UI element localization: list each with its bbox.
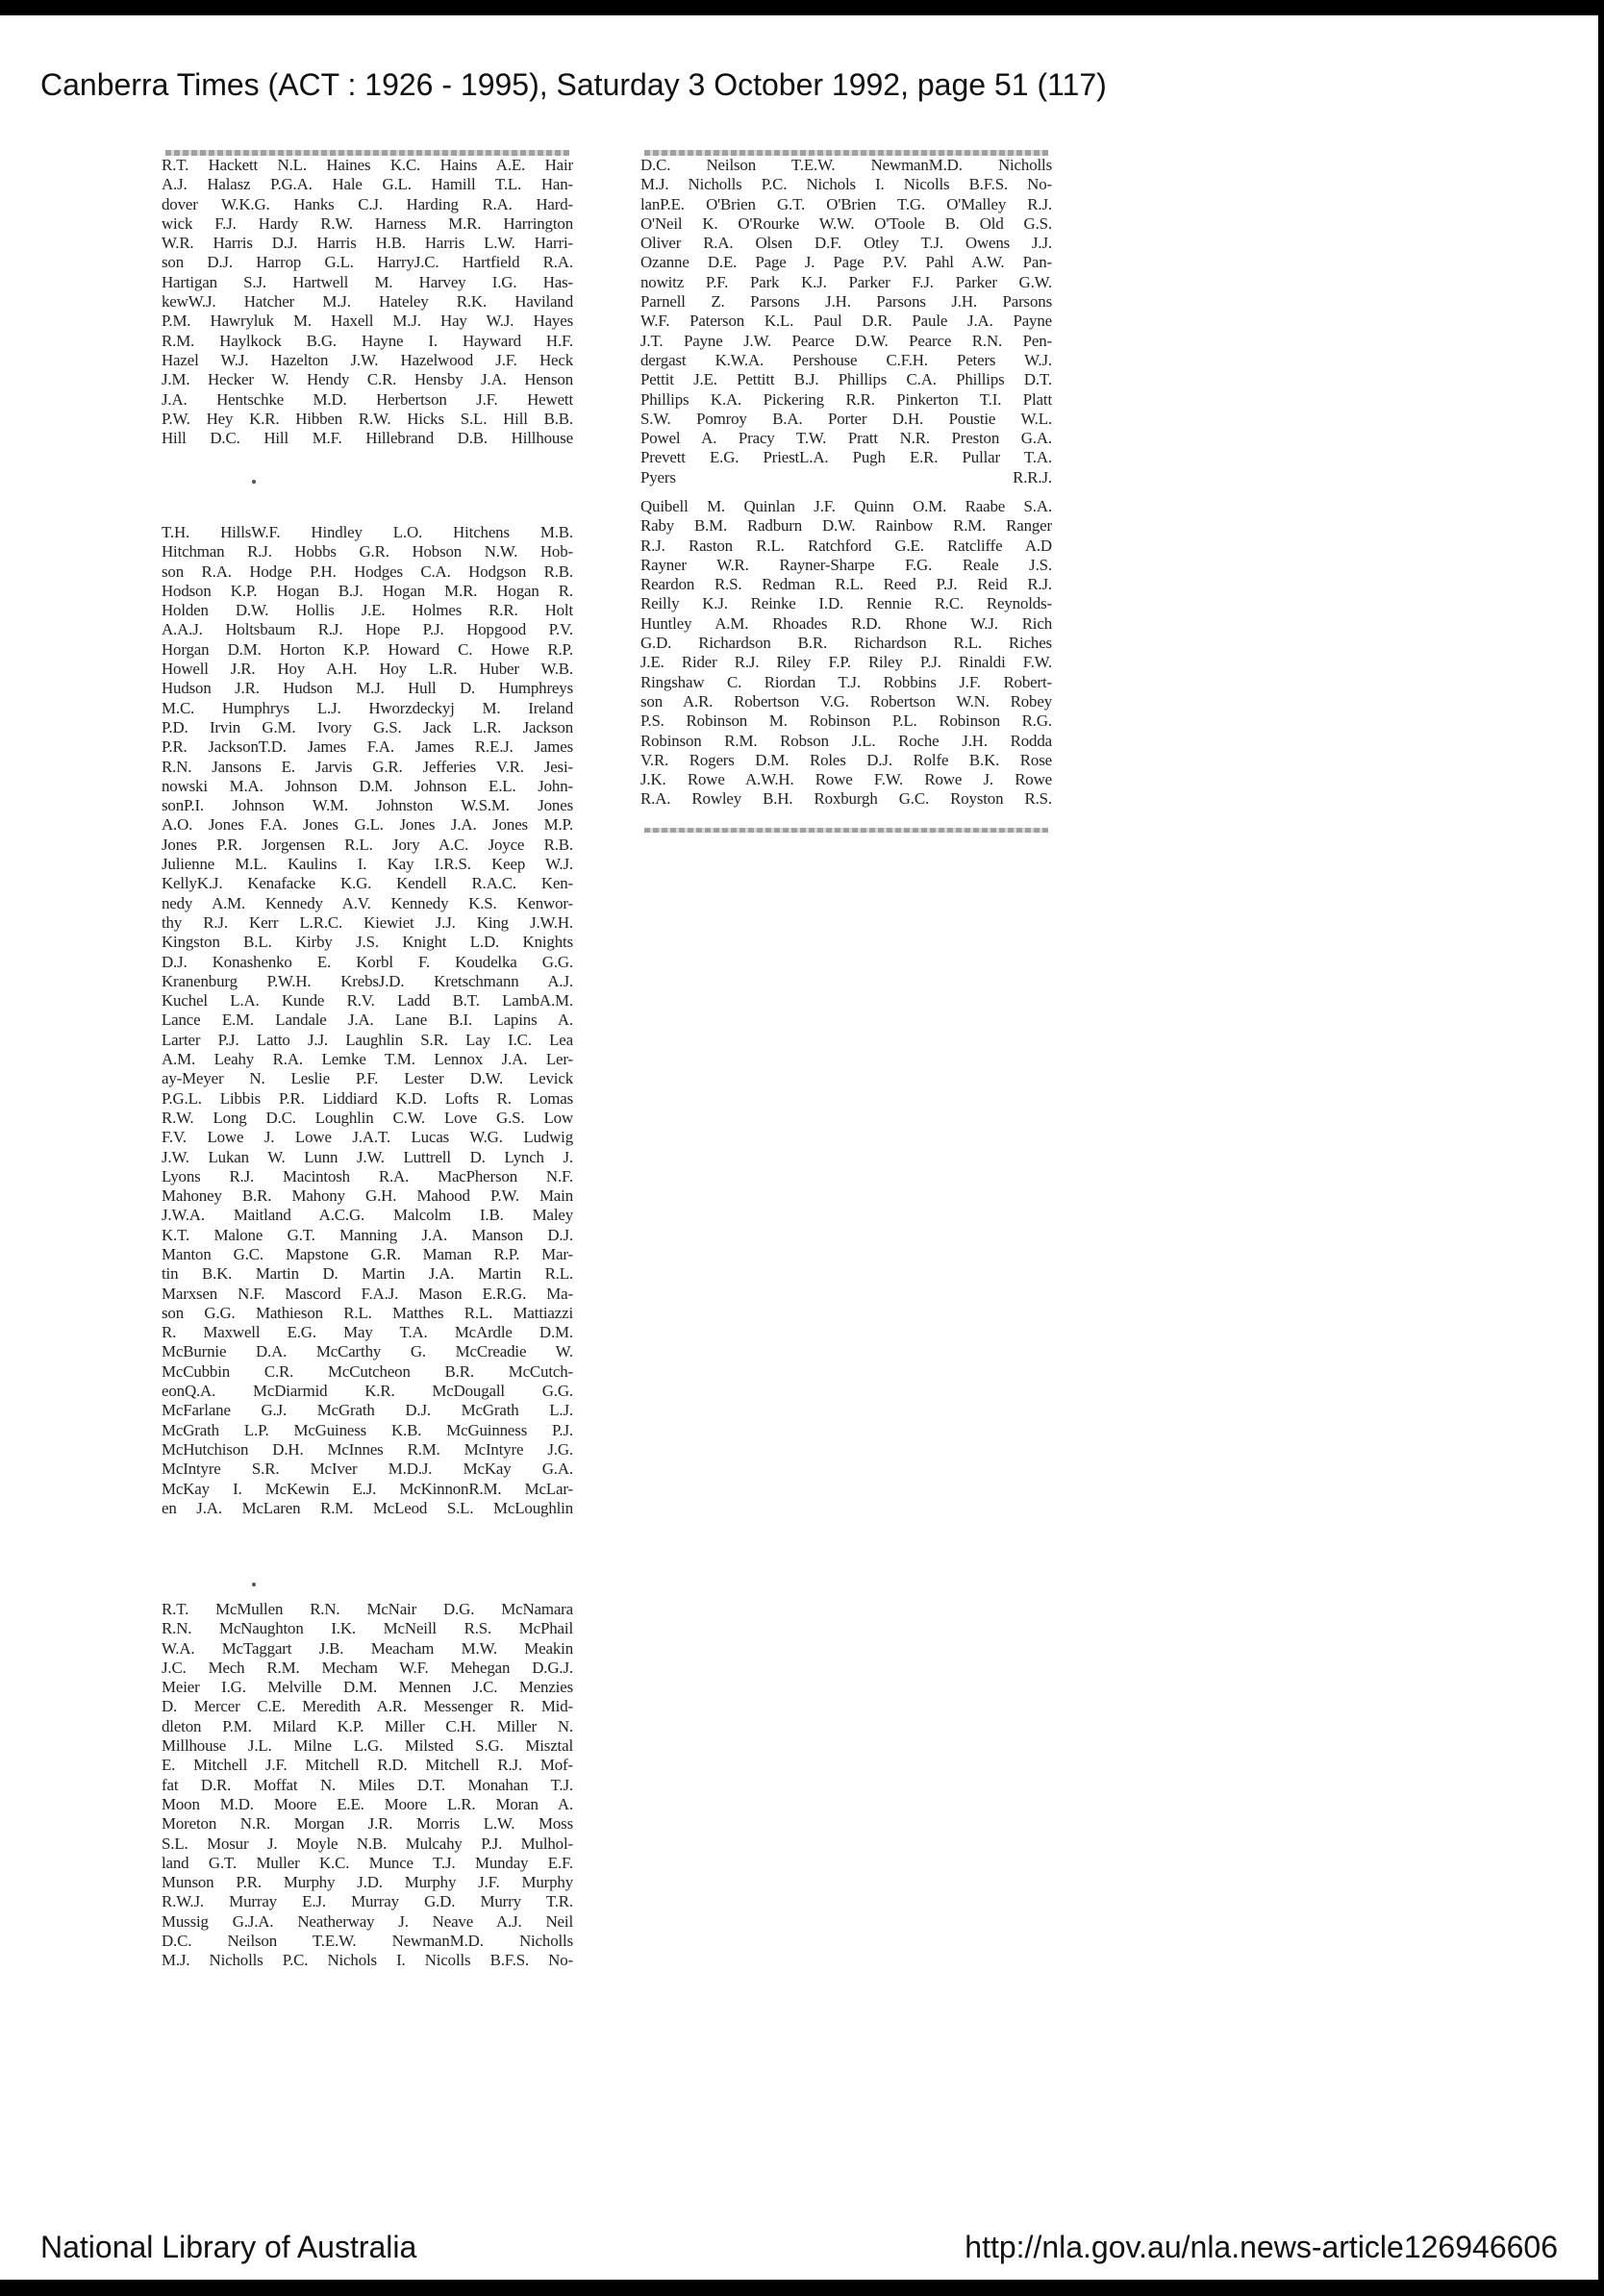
name-list-line: dleton P.M. Milard K.P. Miller C.H. Miller N. bbox=[162, 1716, 573, 1735]
name-list-line: Meier I.G. Melville D.M. Mennen J.C. Menzies bbox=[162, 1678, 573, 1697]
clipping-column-h bbox=[162, 156, 573, 461]
name-list-line: T.H. HillsW.F. Hindley L.O. Hitchens M.B. bbox=[162, 523, 573, 541]
name-list-line: J.C. Mech R.M. Mecham W.F. Mehegan D.G.J. bbox=[162, 1658, 573, 1677]
name-list-line: son R.A. Hodge P.H. Hodges C.A. Hodgson R.B. bbox=[162, 562, 573, 581]
name-list-line: Moon M.D. Moore E.E. Moore L.R. Moran A. bbox=[162, 1794, 573, 1813]
name-list-line: dover W.K.G. Hanks C.J. Harding R.A. Hard- bbox=[162, 194, 573, 213]
name-list-line: Pettit J.E. Pettitt B.J. Phillips C.A. Phillips D.T. bbox=[640, 370, 1052, 389]
name-list-line: J.W.A. Maitland A.C.G. Malcolm I.B. Maley bbox=[162, 1206, 573, 1225]
cut-text-fragment-top-right bbox=[644, 150, 1048, 156]
name-list-line: A.O. Jones F.A. Jones G.L. Jones J.A. Jones M.P. bbox=[162, 815, 573, 835]
name-list-line: W.R. Harris D.J. Harris H.B. Harris L.W. Harri- bbox=[162, 234, 573, 253]
clipping-column-h-to-m bbox=[162, 523, 573, 1548]
name-list-line: KellyK.J. Kenafacke K.G. Kendell R.A.C. Ken- bbox=[162, 874, 573, 893]
name-list-line: W.A. McTaggart J.B. Meacham M.W. Meakin bbox=[162, 1638, 573, 1658]
name-list-line: Julienne M.L. Kaulins I. Kay I.R.S. Keep W.J. bbox=[162, 855, 573, 874]
name-list-line: R.W.J. Murray E.J. Murray G.D. Murry T.R. bbox=[162, 1892, 573, 1911]
name-list-line: nowski M.A. Johnson D.M. Johnson E.L. John- bbox=[162, 776, 573, 795]
footer-publisher: National Library of Australia bbox=[40, 2230, 417, 2264]
name-list-line: Larter P.J. Latto J.J. Laughlin S.R. Lay I.C. Lea bbox=[162, 1030, 573, 1049]
name-list-line: ay-Meyer N. Leslie P.F. Lester D.W. Levick bbox=[162, 1069, 573, 1088]
name-list-line: A.A.J. Holtsbaum R.J. Hope P.J. Hopgood P.V. bbox=[162, 620, 573, 639]
name-list-line: kewW.J. Hatcher M.J. Hateley R.K. Haviland bbox=[162, 292, 573, 312]
name-list-line: P.D. Irvin G.M. Ivory G.S. Jack L.R. Jackson bbox=[162, 717, 573, 736]
name-list-line: Hudson J.R. Hudson M.J. Hull D. Humphreys bbox=[162, 679, 573, 698]
name-list-line: Raby B.M. Radburn D.W. Rainbow R.M. Ranger bbox=[640, 516, 1052, 536]
name-list-line: J.A. Hentschke M.D. Herbertson J.F. Hewett bbox=[162, 389, 573, 409]
newspaper-page bbox=[0, 15, 1598, 2280]
name-list-line: D.J. Konashenko E. Korbl F. Koudelka G.G. bbox=[162, 952, 573, 971]
name-list-line: J.W. Lukan W. Lunn J.W. Luttrell D. Lynch J. bbox=[162, 1147, 573, 1166]
name-list-line: son A.R. Robertson V.G. Robertson W.N. Robey bbox=[640, 691, 1052, 711]
name-list-line: Hartigan S.J. Hartwell M. Harvey I.G. Has- bbox=[162, 272, 573, 291]
clipping-column-m-to-n bbox=[162, 1600, 573, 1970]
print-speck bbox=[252, 1583, 256, 1586]
name-list-line: P.W. Hey K.R. Hibben R.W. Hicks S.L. Hill B.B. bbox=[162, 409, 573, 428]
name-list-line: Lance E.M. Landale J.A. Lane B.I. Lapins A. bbox=[162, 1011, 573, 1030]
cut-text-fragment-bottom-right bbox=[644, 828, 1048, 833]
name-list-line: Oliver R.A. Olsen D.F. Otley T.J. Owens J.J. bbox=[640, 234, 1052, 253]
name-list-line: fat D.R. Moffat N. Miles D.T. Monahan T.J. bbox=[162, 1775, 573, 1794]
name-list-line: Holden D.W. Hollis J.E. Holmes R.R. Holt bbox=[162, 601, 573, 620]
name-list-line: Huntley A.M. Rhoades R.D. Rhone W.J. Rich bbox=[640, 613, 1052, 633]
name-list-line: V.R. Rogers D.M. Roles D.J. Rolfe B.K. Rose bbox=[640, 750, 1052, 769]
name-list-line: Robinson R.M. Robson J.L. Roche J.H. Rodda bbox=[640, 731, 1052, 750]
name-list-line: R.M. Haylkock B.G. Hayne I. Hayward H.F. bbox=[162, 331, 573, 350]
name-list-line: wick F.J. Hardy R.W. Harness M.R. Harrington bbox=[162, 213, 573, 233]
name-list-line: J.T. Payne J.W. Pearce D.W. Pearce R.N. Pen- bbox=[640, 331, 1052, 350]
name-list-line: Powel A. Pracy T.W. Pratt N.R. Preston G.A. bbox=[640, 429, 1052, 448]
name-list-line: dergast K.W.A. Pershouse C.F.H. Peters W.J. bbox=[640, 350, 1052, 369]
name-list-line: M.J. Nicholls P.C. Nichols I. Nicolls B.F.S. No- bbox=[640, 175, 1052, 194]
name-list-line: P.R. JacksonT.D. James F.A. James R.E.J. James bbox=[162, 737, 573, 757]
name-list-line: Mahoney B.R. Mahony G.H. Mahood P.W. Main bbox=[162, 1186, 573, 1206]
name-list-line: Quibell M. Quinlan J.F. Quinn O.M. Raabe S.A. bbox=[640, 497, 1052, 515]
name-list-line: R.N. McNaughton I.K. McNeill R.S. McPhail bbox=[162, 1619, 573, 1638]
name-list-line: Prevett E.G. PriestL.A. Pugh E.R. Pullar T.A. bbox=[640, 448, 1052, 467]
name-list-line: McCubbin C.R. McCutcheon B.R. McCutch- bbox=[162, 1361, 573, 1381]
name-list-line: R.A. Rowley B.H. Roxburgh G.C. Royston R.S. bbox=[640, 789, 1052, 809]
name-list-line: Ringshaw C. Riordan T.J. Robbins J.F. Robert- bbox=[640, 672, 1052, 691]
name-list-line: D.C. Neilson T.E.W. NewmanM.D. Nicholls bbox=[162, 1932, 573, 1951]
name-list-line: thy R.J. Kerr L.R.C. Kiewiet J.J. King J.W.H. bbox=[162, 912, 573, 932]
name-list-line: Munson P.R. Murphy J.D. Murphy J.F. Murphy bbox=[162, 1873, 573, 1892]
name-list-line: R. Maxwell E.G. May T.A. McArdle D.M. bbox=[162, 1323, 573, 1342]
name-list-line: McFarlane G.J. McGrath D.J. McGrath L.J. bbox=[162, 1401, 573, 1420]
name-list-line: tin B.K. Martin D. Martin J.A. Martin R.L. bbox=[162, 1264, 573, 1284]
name-list-line: R.N. Jansons E. Jarvis G.R. Jefferies V.R. Jesi- bbox=[162, 757, 573, 776]
footer-article-url[interactable]: http://nla.gov.au/nla.news-article126946606 bbox=[965, 2230, 1558, 2264]
print-speck bbox=[252, 480, 256, 484]
name-list-line: P.G.L. Libbis P.R. Liddiard K.D. Lofts R. Lomas bbox=[162, 1088, 573, 1108]
name-list-line: K.T. Malone G.T. Manning J.A. Manson D.J. bbox=[162, 1225, 573, 1244]
name-list-line: Horgan D.M. Horton K.P. Howard C. Howe R.P. bbox=[162, 639, 573, 659]
name-list-line: G.D. Richardson B.R. Richardson R.L. Riches bbox=[640, 634, 1052, 653]
name-list-line: Manton G.C. Mapstone G.R. Maman R.P. Mar- bbox=[162, 1244, 573, 1263]
name-list-line: E. Mitchell J.F. Mitchell R.D. Mitchell R.J. Mof- bbox=[162, 1756, 573, 1775]
name-list-line: Jones P.R. Jorgensen R.L. Jory A.C. Joyce R.B. bbox=[162, 835, 573, 854]
name-list-line: son D.J. Harrop G.L. HarryJ.C. Hartfield R.A. bbox=[162, 253, 573, 272]
name-list-line: S.W. Pomroy B.A. Porter D.H. Poustie W.L. bbox=[640, 409, 1052, 428]
name-list-line: sonP.I. Johnson W.M. Johnston W.S.M. Jones bbox=[162, 796, 573, 815]
name-list-line: Phillips K.A. Pickering R.R. Pinkerton T.I. Platt bbox=[640, 389, 1052, 409]
name-list-line: J.K. Rowe A.W.H. Rowe F.W. Rowe J. Rowe bbox=[640, 770, 1052, 789]
name-list-line: Ozanne D.E. Page J. Page P.V. Pahl A.W. Pan- bbox=[640, 253, 1052, 272]
name-list-line: S.L. Mosur J. Moyle N.B. Mulcahy P.J. Mulhol- bbox=[162, 1834, 573, 1853]
name-list-line: Reilly K.J. Reinke I.D. Rennie R.C. Reynolds- bbox=[640, 594, 1052, 613]
name-list-line: Kingston B.L. Kirby J.S. Knight L.D. Knights bbox=[162, 933, 573, 952]
name-list-line: son G.G. Mathieson R.L. Matthes R.L. Mattiazzi bbox=[162, 1303, 573, 1322]
name-list-line: M.C. Humphrys L.J. Hworzdeckyj M. Ireland bbox=[162, 698, 573, 717]
cut-text-fragment-top-left bbox=[165, 150, 569, 156]
name-list-line: Hitchman R.J. Hobbs G.R. Hobson N.W. Hob- bbox=[162, 542, 573, 562]
name-list-line: D.C. Neilson T.E.W. NewmanM.D. Nicholls bbox=[640, 156, 1052, 174]
name-list-line: W.F. Paterson K.L. Paul D.R. Paule J.A. Payne bbox=[640, 312, 1052, 331]
name-list-line: nedy A.M. Kennedy A.V. Kennedy K.S. Kenwor- bbox=[162, 893, 573, 912]
name-list-line: Hill D.C. Hill M.F. Hillebrand D.B. Hillhouse bbox=[162, 429, 573, 448]
name-list-line: McKay I. McKewin E.J. McKinnonR.M. McLar- bbox=[162, 1479, 573, 1498]
name-list-line: nowitz P.F. Park K.J. Parker F.J. Parker G.W. bbox=[640, 272, 1052, 291]
name-list-line: F.V. Lowe J. Lowe J.A.T. Lucas W.G. Ludwig bbox=[162, 1128, 573, 1147]
name-list-line: D. Mercer C.E. Meredith A.R. Messenger R. Mid- bbox=[162, 1697, 573, 1716]
name-list-line: J.E. Rider R.J. Riley F.P. Riley P.J. Rinaldi F.W. bbox=[640, 653, 1052, 672]
clipping-column-n-to-p bbox=[640, 156, 1052, 492]
name-list-line: Rayner W.R. Rayner-Sharpe F.G. Reale J.S. bbox=[640, 555, 1052, 574]
name-list-line: Pyers R.R.J. bbox=[640, 467, 1052, 487]
name-list-line: Parnell Z. Parsons J.H. Parsons J.H. Parsons bbox=[640, 292, 1052, 312]
name-list-line: R.T. McMullen R.N. McNair D.G. McNamara bbox=[162, 1600, 573, 1618]
name-list-line: R.T. Hackett N.L. Haines K.C. Hains A.E. Hair bbox=[162, 156, 573, 174]
name-list-line: R.W. Long D.C. Loughlin C.W. Love G.S. Low bbox=[162, 1108, 573, 1127]
name-list-line: en J.A. McLaren R.M. McLeod S.L. McLoughlin bbox=[162, 1498, 573, 1517]
name-list-line: A.J. Halasz P.G.A. Hale G.L. Hamill T.L. Han- bbox=[162, 175, 573, 194]
name-list-line: Millhouse J.L. Milne L.G. Milsted S.G. Misztal bbox=[162, 1736, 573, 1756]
name-list-line: Kranenburg P.W.H. KrebsJ.D. Kretschmann A.J. bbox=[162, 971, 573, 990]
name-list-line: Hodson K.P. Hogan B.J. Hogan M.R. Hogan R. bbox=[162, 581, 573, 600]
name-list-line: M.J. Nicholls P.C. Nichols I. Nicolls B.F.S. No- bbox=[162, 1951, 573, 1970]
page-header-title: Canberra Times (ACT : 1926 - 1995), Saturday 3 October 1992, page 51 (117) bbox=[40, 67, 1107, 102]
name-list-line: Reardon R.S. Redman R.L. Reed P.J. Reid R.J. bbox=[640, 575, 1052, 594]
name-list-line: Marxsen N.F. Mascord F.A.J. Mason E.R.G. Ma- bbox=[162, 1284, 573, 1303]
name-list-line: eonQ.A. McDiarmid K.R. McDougall G.G. bbox=[162, 1382, 573, 1401]
name-list-line: land G.T. Muller K.C. Munce T.J. Munday E.F. bbox=[162, 1853, 573, 1872]
name-list-line: P.M. Hawryluk M. Haxell M.J. Hay W.J. Hayes bbox=[162, 312, 573, 331]
name-list-line: R.J. Raston R.L. Ratchford G.E. Ratcliffe A.D bbox=[640, 536, 1052, 555]
name-list-line: Lyons R.J. Macintosh R.A. MacPherson N.F. bbox=[162, 1166, 573, 1185]
name-list-line: P.S. Robinson M. Robinson P.L. Robinson R.G. bbox=[640, 711, 1052, 731]
name-list-line: Moreton N.R. Morgan J.R. Morris L.W. Moss bbox=[162, 1814, 573, 1834]
name-list-line: McGrath L.P. McGuiness K.B. McGuinness P.J. bbox=[162, 1420, 573, 1439]
name-list-line: McBurnie D.A. McCarthy G. McCreadie W. bbox=[162, 1342, 573, 1361]
name-list-line: Mussig G.J.A. Neatherway J. Neave A.J. Neil bbox=[162, 1911, 573, 1931]
name-list-line: Hazel W.J. Hazelton J.W. Hazelwood J.F. Heck bbox=[162, 350, 573, 369]
clipping-column-q-to-r bbox=[640, 497, 1052, 834]
name-list-line: McIntyre S.R. McIver M.D.J. McKay G.A. bbox=[162, 1460, 573, 1479]
name-list-line: O'Neil K. O'Rourke W.W. O'Toole B. Old G.S. bbox=[640, 213, 1052, 233]
name-list-line: A.M. Leahy R.A. Lemke T.M. Lennox J.A. Ler- bbox=[162, 1050, 573, 1069]
name-list-line: Howell J.R. Hoy A.H. Hoy L.R. Huber W.B. bbox=[162, 660, 573, 679]
name-list-line: lanP.E. O'Brien G.T. O'Brien T.G. O'Malley R.J. bbox=[640, 194, 1052, 213]
name-list-line: McHutchison D.H. McInnes R.M. McIntyre J.G. bbox=[162, 1439, 573, 1459]
name-list-line: Kuchel L.A. Kunde R.V. Ladd B.T. LambA.M. bbox=[162, 991, 573, 1011]
name-list-line: J.M. Hecker W. Hendy C.R. Hensby J.A. Henson bbox=[162, 370, 573, 389]
